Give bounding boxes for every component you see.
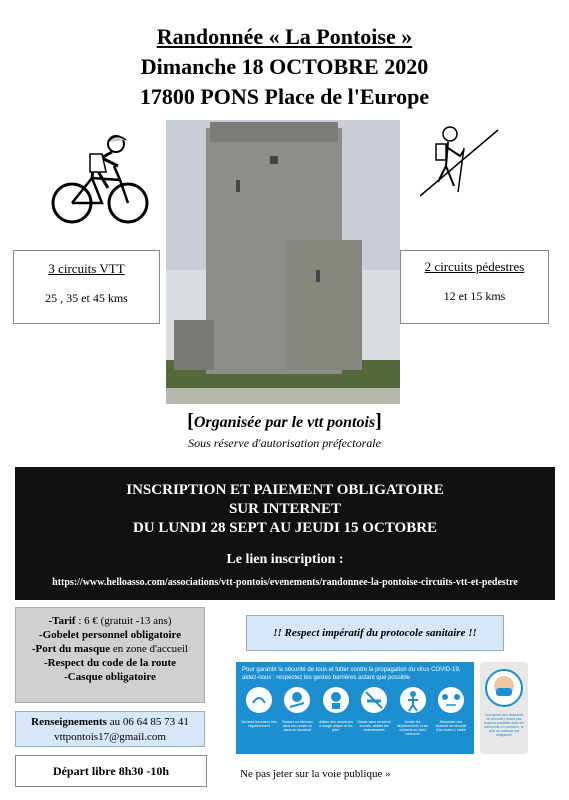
- prefecture-note: Sous réserve d'autorisation préfectorale: [188, 436, 381, 450]
- bracket-close: ]: [375, 410, 382, 432]
- covid-intro: Pour garantir la sécurité de tous et lutter contre la propagation du virus COVID-19, aidez-nous : respectez les gestes barrières autant que possible: [242, 667, 461, 681]
- gesture-label: Utiliser des mouchoirs à usage unique et les jeter: [318, 720, 353, 732]
- stay-home-icon: [398, 685, 428, 715]
- sanitary-notice: [246, 615, 504, 651]
- covid-gesture: [318, 685, 354, 736]
- vtt-circuits-distances: 25 , 35 et 45 kms: [45, 291, 128, 305]
- tarif-label: -Tarif: [48, 615, 76, 627]
- organiser-text: Organisée par le vtt pontois: [193, 414, 376, 431]
- tissue-icon: [321, 685, 351, 715]
- pedestrian-circuits-distances: 12 et 15 kms: [443, 289, 506, 303]
- covid-gesture: [433, 685, 469, 736]
- face-mask-icon: [484, 668, 524, 708]
- covid-gesture: [279, 685, 315, 736]
- gesture-label: Respecter une distance de sécurité d'au moins 1 mètre: [435, 720, 467, 732]
- no-handshake-icon: [359, 685, 389, 715]
- event-date: Dimanche 18 OCTOBRE 2020: [140, 54, 429, 79]
- pedestrian-circuits-box: [400, 250, 549, 324]
- organiser-line: [0, 410, 569, 433]
- hiker-icon: [420, 120, 500, 200]
- departure-box: [15, 755, 207, 787]
- tarif-value: : 6 € (gratuit -13 ans): [75, 615, 172, 627]
- registration-line1: INSCRIPTION ET PAIEMENT OBLIGATOIRE: [126, 482, 444, 498]
- gesture-label: Se laver les mains très régulièrement: [241, 720, 277, 728]
- sanitary-text: !! Respect impératif du protocole sanitaire !!: [273, 627, 477, 639]
- gesture-label: Tousser ou éternuer dans son coude ou dans un mouchoir: [281, 720, 313, 732]
- covid-gesture: [395, 685, 431, 736]
- event-location: 17800 PONS Place de l'Europe: [139, 84, 430, 109]
- helmet-rule: -Casque obligatoire: [64, 671, 156, 683]
- contact-box: [15, 711, 205, 747]
- road-code-rule: -Respect du code de la route: [43, 657, 177, 669]
- practical-info-box: [15, 607, 205, 703]
- registration-line3: DU LUNDI 28 SEPT AU JEUDI 15 OCTOBRE: [132, 520, 438, 536]
- tower-photo: [166, 120, 400, 404]
- registration-link-label: Le lien inscription :: [226, 552, 344, 567]
- cough-elbow-icon: [282, 685, 312, 715]
- cyclist-icon: [50, 128, 150, 228]
- mask-panel: [480, 662, 528, 754]
- gesture-label: Saluer sans se serrer la main, arrêter les embrassades: [357, 720, 391, 732]
- event-title: Randonnée « La Pontoise »: [156, 24, 413, 49]
- departure-text: Départ libre 8h30 -10h: [52, 764, 170, 778]
- contact-email[interactable]: vttpontois17@gmail.com: [54, 731, 166, 743]
- registration-line2: SUR INTERNET: [228, 501, 342, 517]
- contact-phone: au 06 64 85 73 41: [106, 716, 189, 728]
- registration-link[interactable]: https://www.helloasso.com/associations/vtt-pontois/evenements/randonnee-la-pontoise-circuits-vtt-et-pedestre: [52, 577, 518, 588]
- distance-icon: [436, 685, 466, 715]
- footer-note: Ne pas jeter sur la voie publique »: [240, 768, 391, 780]
- mask-label: -Port du masque: [31, 643, 111, 655]
- mask-note: Là respect des distances de sécurité n'étant pas toujours possible dans les transports en commun, le port du masque est obligatoire: [483, 713, 525, 737]
- registration-banner: [15, 467, 555, 600]
- covid-gesture: [356, 685, 392, 736]
- covid-poster: [236, 662, 474, 754]
- contact-label: Renseignements: [31, 716, 107, 728]
- gesture-label: Limiter les déplacements et les contacts au strict minimum: [396, 720, 429, 736]
- gobelet-rule: -Gobelet personnel obligatoire: [38, 629, 182, 641]
- pedestrian-circuits-title: 2 circuits pédestres: [424, 259, 525, 274]
- mask-value: en zone d'accueil: [110, 643, 189, 655]
- covid-gesture: [241, 685, 277, 736]
- hand-wash-icon: [244, 685, 274, 715]
- vtt-circuits-title: 3 circuits VTT: [48, 261, 125, 276]
- bracket-open: [: [187, 410, 194, 432]
- vtt-circuits-box: [13, 250, 160, 324]
- covid-gestures: [236, 682, 474, 736]
